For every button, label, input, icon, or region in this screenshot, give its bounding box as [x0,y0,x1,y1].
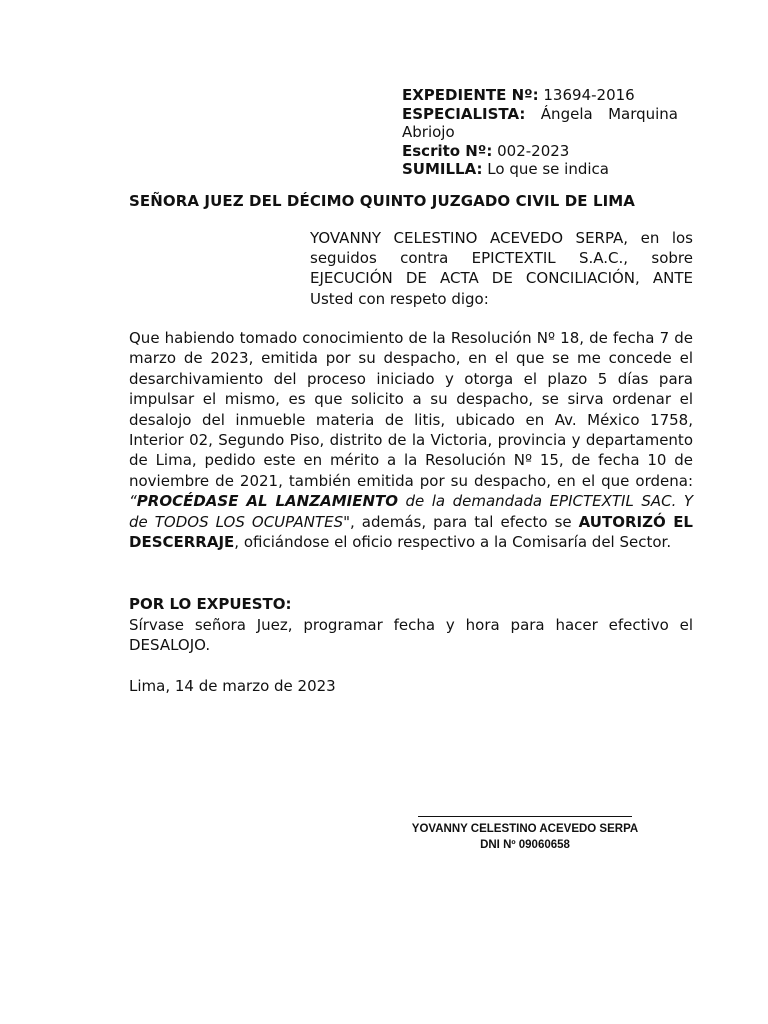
escrito-label: Escrito Nº: [402,141,493,160]
especialista-value: Ángela Marquina Abriojo [402,104,678,141]
quote-close: " [343,512,350,531]
sumilla-row [402,160,678,179]
body-text-part2: , además, para tal efecto se [350,512,579,531]
sumilla-label: SUMILLA: [402,160,483,178]
expediente-row [402,86,678,105]
expediente-label: EXPEDIENTE Nº: [402,86,539,104]
addressee-heading: SEÑORA JUEZ DEL DÉCIMO QUINTO JUZGADO CIVIL DE LIMA [129,192,636,210]
especialista-row [402,105,678,142]
descerraje-emphasis: AUTORIZÓ EL DESCERRAJE [129,512,693,552]
signatory-dni: DNI Nº 09060658 [480,839,570,851]
expediente-value: 13694-2016 [543,86,635,104]
escrito-value: 002-2023 [497,141,570,160]
petition-text: Sírvase señora Juez, programar fecha y hora para hacer efectivo el DESALOJO. [129,616,693,655]
quote-open: “ [129,492,137,511]
body-text-part3: , oficiándose el oficio respectivo a la Comisaría del Sector. [234,533,672,552]
body-text-part1: Que habiendo tomado conocimiento de la Resolución Nº 18, de fecha 7 de marzo de 2023, emitida por su despacho, en el que se me concede el desarchivamiento del proceso iniciado y otorga el plazo 5 días para impulsar el mismo, es que solicito a su despacho, se sirva ordenar el desalojo del inmueble materia de litis, ubicado en Av. México 1758, Interior 02, Segundo Piso, distrito de la Victoria, provincia y departamento de Lima, pedido este en mérito a la Resolución Nº 15, de fecha 10 de noviembre de 2021, también emitida por su despacho, en el que ordena: [129,329,693,490]
sumilla-value: Lo que se indica [487,160,609,178]
document-date: Lima, 14 de marzo de 2023 [129,677,336,695]
intro-paragraph: YOVANNY CELESTINO ACEVEDO SERPA, en los seguidos contra EPICTEXTIL S.A.C., sobre EJECUCIÓN DE ACTA DE CONCILIACIÓN, ANTE Usted con respeto digo: [310,229,693,308]
case-header [402,86,678,179]
escrito-row [402,142,678,161]
body-paragraph [129,328,693,552]
quote-rest: de la demandada EPICTEXTIL SAC. Y de TODOS LOS OCUPANTES [129,492,693,531]
petition-title: POR LO EXPUESTO: [129,595,292,613]
especialista-label: ESPECIALISTA: [402,104,526,123]
signatory-name: YOVANNY CELESTINO ACEVEDO SERPA [411,823,639,835]
signature-block [405,816,645,853]
quote-bold: PROCÉDASE AL LANZAMIENTO [136,492,398,511]
signature-line [418,816,632,817]
